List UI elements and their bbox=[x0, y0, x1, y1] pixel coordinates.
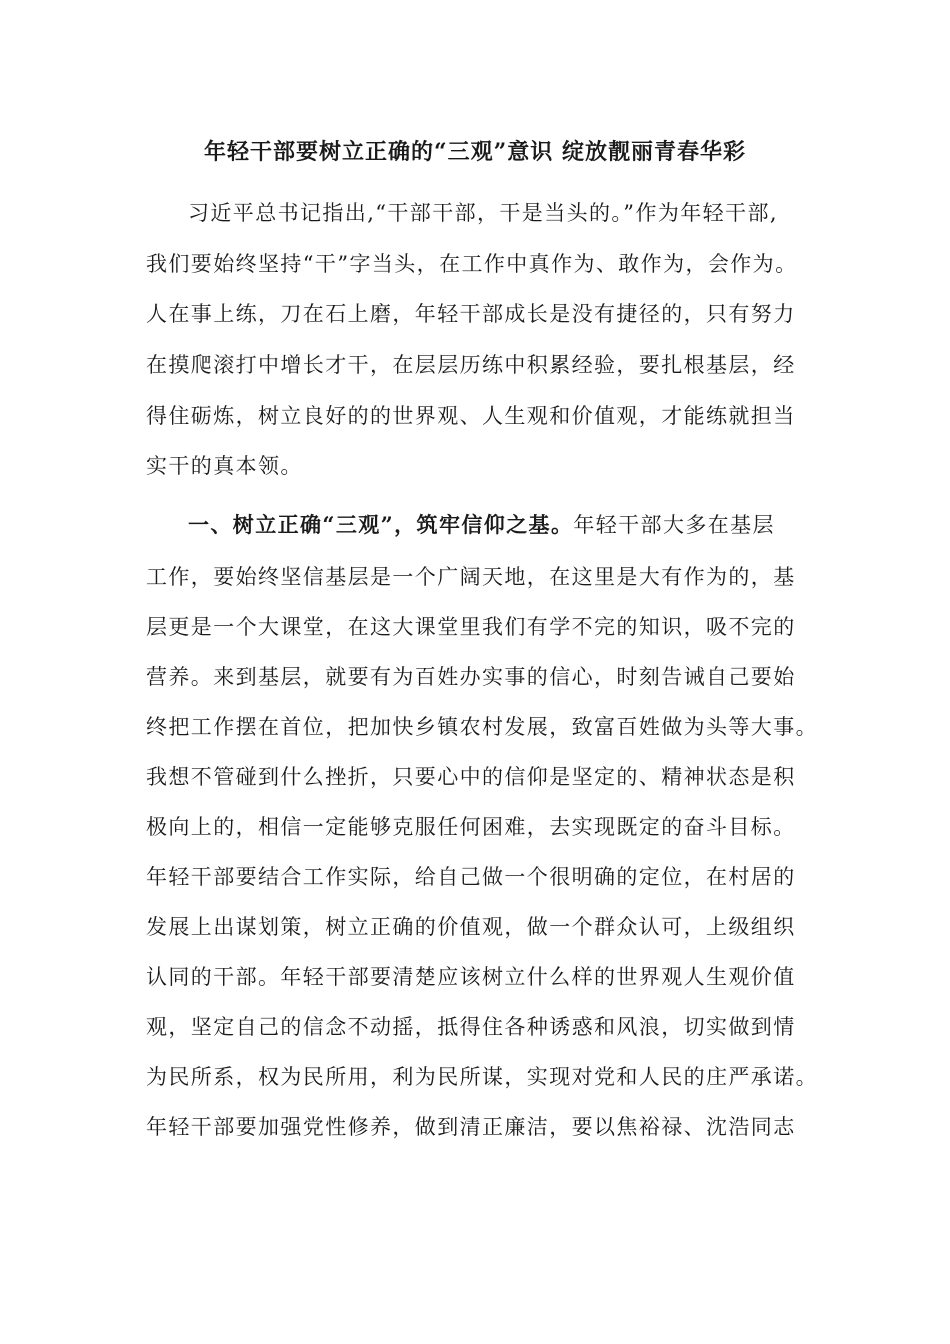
intro-line-4: 在摸爬滚打中增长才干，在层层历练中积累经验，要扎根基层，经 bbox=[146, 353, 796, 377]
section1-line-8: 年轻干部要结合工作实际，给自己做一个很明确的定位，在村居的 bbox=[146, 865, 796, 889]
section1-line-4: 营养。来到基层，就要有为百姓办实事的信心，时刻告诫自己要始 bbox=[146, 665, 796, 689]
section1-line-11: 观，坚定自己的信念不动摇，抵得住各种诱惑和风浪，切实做到情 bbox=[146, 1015, 796, 1039]
intro-line-2: 我们要始终坚持“干”字当头，在工作中真作为、敢作为，会作为。 bbox=[146, 252, 798, 276]
document-title: 年轻干部要树立正确的“三观”意识 绽放靓丽青春华彩 bbox=[204, 139, 746, 165]
section1-heading: 一、树立正确“三观”，筑牢信仰之基。 bbox=[188, 512, 574, 537]
section1-line-9: 发展上出谋划策，树立正确的价值观，做一个群众认可，上级组织 bbox=[146, 915, 796, 939]
section1-line-2: 工作，要始终坚信基层是一个广阔天地，在这里是大有作为的，基 bbox=[146, 565, 796, 589]
intro-line-5: 得住砺炼，树立良好的的世界观、人生观和价值观，才能练就担当 bbox=[146, 404, 796, 428]
section1-line-3: 层更是一个大课堂，在这大课堂里我们有学不完的知识，吸不完的 bbox=[146, 615, 796, 639]
section1-line-6: 我想不管碰到什么挫折，只要心中的信仰是坚定的、精神状态是积 bbox=[146, 765, 796, 789]
section1-line-12: 为民所系，权为民所用，利为民所谋，实现对党和人民的庄严承诺。 bbox=[146, 1065, 818, 1089]
section1-line-7: 极向上的，相信一定能够克服任何困难，去实现既定的奋斗目标。 bbox=[146, 815, 796, 839]
intro-line-6: 实干的真本领。 bbox=[146, 454, 303, 478]
section1-first-line bbox=[188, 510, 868, 540]
section1-line-13: 年轻干部要加强党性修养，做到清正廉洁，要以焦裕禄、沈浩同志 bbox=[146, 1115, 796, 1139]
section1-line-10: 认同的干部。年轻干部要清楚应该树立什么样的世界观人生观价值 bbox=[146, 965, 796, 989]
intro-line-1: 习近平总书记指出,“干部干部，干是当头的。”作为年轻干部, bbox=[188, 201, 778, 225]
section1-first-line-text: 年轻干部大多在基层 bbox=[573, 513, 775, 537]
section1-line-5: 终把工作摆在首位，把加快乡镇农村发展，致富百姓做为头等大事。 bbox=[146, 715, 818, 739]
intro-line-3: 人在事上练，刀在石上磨，年轻干部成长是没有捷径的，只有努力 bbox=[146, 302, 796, 326]
